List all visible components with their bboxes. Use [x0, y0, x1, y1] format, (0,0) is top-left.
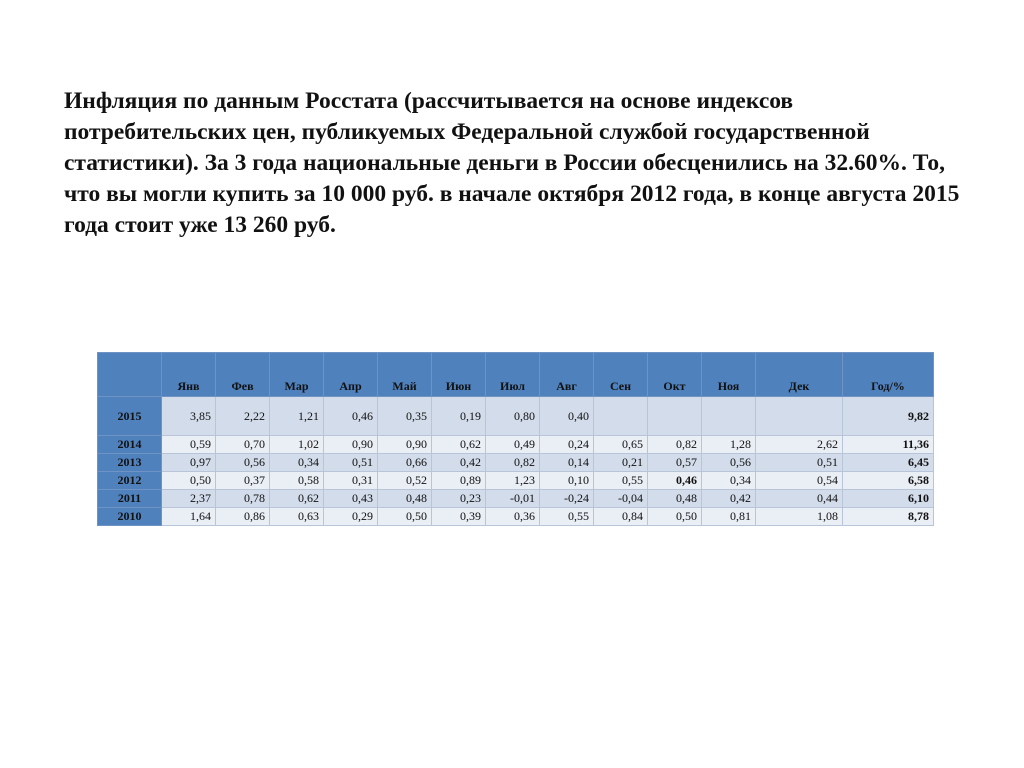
cell-mar: 0,62 — [270, 490, 324, 508]
cell-apr: 0,43 — [324, 490, 378, 508]
cell-jan: 1,64 — [162, 508, 216, 526]
cell-year-total: 6,58 — [843, 472, 934, 490]
cell-jun: 0,42 — [432, 454, 486, 472]
cell-jun: 0,19 — [432, 397, 486, 436]
cell-dec: 0,44 — [756, 490, 843, 508]
cell-oct: 0,82 — [648, 436, 702, 454]
cell-jan: 3,85 — [162, 397, 216, 436]
inflation-heading: Инфляция по данным Росстата (рассчитывается на основе индексов потребительских цен, публикуемых Федеральной службой государственной статистики). За 3 года национальные деньги в России обесценились на 32.60%. То, что вы могли купить за 10 000 руб. в начале октября 2012 года, в конце августа 2015 года стоит уже 13 260 руб. — [64, 88, 960, 238]
row-year: 2013 — [98, 454, 162, 472]
cell-dec: 0,51 — [756, 454, 843, 472]
cell-feb: 0,56 — [216, 454, 270, 472]
cell-may: 0,50 — [378, 508, 432, 526]
cell-nov: 0,34 — [702, 472, 756, 490]
cell-mar: 0,63 — [270, 508, 324, 526]
cell-oct: 0,57 — [648, 454, 702, 472]
cell-feb: 0,78 — [216, 490, 270, 508]
cell-aug: 0,55 — [540, 508, 594, 526]
cell-aug: 0,10 — [540, 472, 594, 490]
header-may: Май — [378, 353, 432, 397]
header-jun: Июн — [432, 353, 486, 397]
cell-may: 0,48 — [378, 490, 432, 508]
cell-year-total: 8,78 — [843, 508, 934, 526]
cell-may: 0,35 — [378, 397, 432, 436]
cell-mar: 0,58 — [270, 472, 324, 490]
cell-year-total: 9,82 — [843, 397, 934, 436]
cell-jan: 0,59 — [162, 436, 216, 454]
cell-dec — [756, 397, 843, 436]
header-year-total: Год/% — [843, 353, 934, 397]
cell-dec: 2,62 — [756, 436, 843, 454]
cell-may: 0,66 — [378, 454, 432, 472]
inflation-table — [97, 352, 934, 526]
header-jul: Июл — [486, 353, 540, 397]
cell-feb: 0,70 — [216, 436, 270, 454]
cell-aug: 0,14 — [540, 454, 594, 472]
cell-mar: 1,21 — [270, 397, 324, 436]
cell-jun: 0,39 — [432, 508, 486, 526]
row-year: 2011 — [98, 490, 162, 508]
cell-jul: 0,82 — [486, 454, 540, 472]
cell-jan: 0,97 — [162, 454, 216, 472]
cell-feb: 2,22 — [216, 397, 270, 436]
cell-nov: 1,28 — [702, 436, 756, 454]
cell-dec: 1,08 — [756, 508, 843, 526]
cell-sep — [594, 397, 648, 436]
table-row — [98, 472, 934, 490]
cell-jun: 0,89 — [432, 472, 486, 490]
header-corner — [98, 353, 162, 397]
row-year: 2014 — [98, 436, 162, 454]
cell-jul: 0,36 — [486, 508, 540, 526]
cell-jul: 0,49 — [486, 436, 540, 454]
cell-sep: 0,55 — [594, 472, 648, 490]
cell-nov: 0,56 — [702, 454, 756, 472]
cell-year-total: 6,10 — [843, 490, 934, 508]
cell-apr: 0,29 — [324, 508, 378, 526]
row-year: 2015 — [98, 397, 162, 436]
cell-feb: 0,86 — [216, 508, 270, 526]
cell-aug: 0,24 — [540, 436, 594, 454]
cell-sep: 0,65 — [594, 436, 648, 454]
table-row — [98, 436, 934, 454]
cell-aug: 0,40 — [540, 397, 594, 436]
table-row — [98, 490, 934, 508]
cell-feb: 0,37 — [216, 472, 270, 490]
cell-jul: 0,80 — [486, 397, 540, 436]
header-aug: Авг — [540, 353, 594, 397]
cell-nov: 0,81 — [702, 508, 756, 526]
row-year: 2010 — [98, 508, 162, 526]
cell-sep: 0,84 — [594, 508, 648, 526]
table-row — [98, 454, 934, 472]
table-row — [98, 397, 934, 436]
cell-apr: 0,51 — [324, 454, 378, 472]
cell-nov — [702, 397, 756, 436]
header-jan: Янв — [162, 353, 216, 397]
cell-nov: 0,42 — [702, 490, 756, 508]
cell-mar: 1,02 — [270, 436, 324, 454]
cell-oct — [648, 397, 702, 436]
header-dec: Дек — [756, 353, 843, 397]
cell-year-total: 11,36 — [843, 436, 934, 454]
cell-dec: 0,54 — [756, 472, 843, 490]
cell-oct: 0,50 — [648, 508, 702, 526]
header-feb: Фев — [216, 353, 270, 397]
cell-sep: 0,21 — [594, 454, 648, 472]
table-row — [98, 508, 934, 526]
header-sep: Сен — [594, 353, 648, 397]
cell-jan: 2,37 — [162, 490, 216, 508]
cell-aug: -0,24 — [540, 490, 594, 508]
cell-year-total: 6,45 — [843, 454, 934, 472]
header-row — [98, 353, 934, 397]
inflation-table-wrapper — [97, 352, 934, 526]
cell-may: 0,52 — [378, 472, 432, 490]
cell-apr: 0,31 — [324, 472, 378, 490]
cell-jul: -0,01 — [486, 490, 540, 508]
header-oct: Окт — [648, 353, 702, 397]
header-apr: Апр — [324, 353, 378, 397]
cell-apr: 0,90 — [324, 436, 378, 454]
cell-may: 0,90 — [378, 436, 432, 454]
cell-oct: 0,48 — [648, 490, 702, 508]
cell-sep: -0,04 — [594, 490, 648, 508]
cell-mar: 0,34 — [270, 454, 324, 472]
cell-apr: 0,46 — [324, 397, 378, 436]
cell-jul: 1,23 — [486, 472, 540, 490]
row-year: 2012 — [98, 472, 162, 490]
cell-jun: 0,23 — [432, 490, 486, 508]
header-nov: Ноя — [702, 353, 756, 397]
cell-jun: 0,62 — [432, 436, 486, 454]
header-mar: Мар — [270, 353, 324, 397]
cell-jan: 0,50 — [162, 472, 216, 490]
cell-oct: 0,46 — [648, 472, 702, 490]
